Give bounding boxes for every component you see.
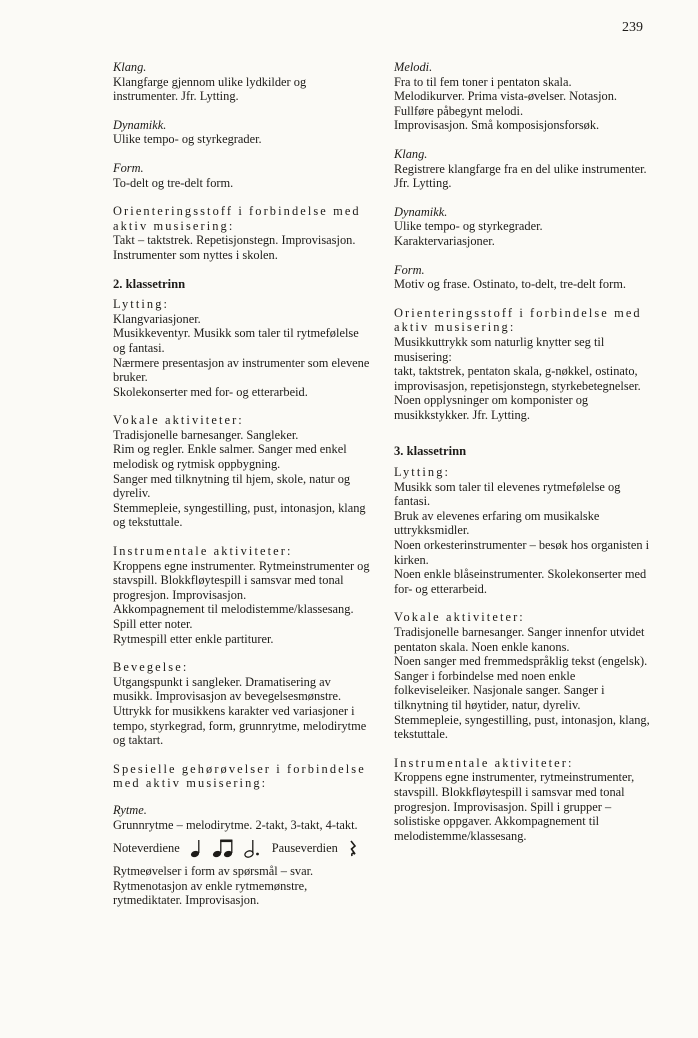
pauseverdien-label: Pauseverdien — [271, 840, 338, 855]
bevegelse-heading: Bevegelse: — [113, 660, 189, 675]
klang-section — [113, 60, 371, 104]
lytting-section — [394, 465, 652, 596]
melodi-line: Fullføre påbegynt melodi. — [394, 103, 524, 118]
vokale-line: Tradisjonelle barnesanger. Sanger innenfor utvidet pentaton skala. Noen enkle kanons. — [394, 625, 645, 654]
melodi-line: Melodikurver. Prima vista-øvelser. Notasjon. — [394, 89, 617, 104]
lytting-line: Skolekonserter med for- og etterarbeid. — [113, 384, 308, 399]
vokale-line: Stemmepleie, syngestilling, pust, intonasjon, klang og tekstuttale. — [113, 500, 366, 530]
grade3-heading: 3. klassetrinn — [394, 444, 467, 459]
vokale-section — [113, 413, 371, 530]
form-section — [394, 263, 652, 292]
dynamikk-heading: Dynamikk. — [394, 204, 448, 219]
quarter-rest-icon — [348, 838, 358, 858]
form-heading: Form. — [113, 160, 144, 175]
klang-section — [394, 147, 652, 191]
dynamikk-text: Ulike tempo- og styrkegrader. — [113, 132, 262, 147]
dynamikk-section — [113, 118, 371, 147]
lytting-heading: Lytting: — [394, 465, 451, 480]
klang-heading: Klang. — [394, 146, 428, 161]
spes-section — [113, 762, 371, 791]
instr-line: Rytmespill etter enkle partiturer. — [113, 631, 274, 646]
orient-line: Musikkuttrykk som naturlig knytter seg til musisering: — [394, 334, 605, 364]
dynamikk-line: Ulike tempo- og styrkegrader. — [394, 219, 543, 234]
vokale-heading: Vokale aktiviteter: — [394, 610, 525, 625]
lytting-line: Musikk som taler til elevenes rytmefølelse og fantasi. — [394, 479, 621, 509]
melodi-line: Improvisasjon. Små komposisjonsforsøk. — [394, 118, 600, 133]
dynamikk-line: Karaktervariasjoner. — [394, 233, 495, 248]
vokale-heading: Vokale aktiviteter: — [113, 413, 244, 428]
melodi-heading: Melodi. — [394, 60, 433, 74]
rytme-section — [113, 803, 371, 908]
note-values-row — [113, 838, 371, 858]
instr-section — [113, 544, 371, 646]
instr-heading: Instrumentale aktiviteter: — [394, 755, 574, 770]
vokale-line: Noen sanger med fremmedspråklig tekst (engelsk). — [394, 654, 648, 669]
rytme-line: Grunnrytme – melodirytme. 2-takt, 3-takt, 4-takt. — [113, 817, 358, 832]
vokale-line: Stemmepleie, syngestilling, pust, intonasjon, klang, tekstuttale. — [394, 712, 650, 742]
lytting-line: Noen orkesterinstrumenter – besøk hos organisten i kirken. — [394, 538, 650, 567]
bevegelse-section — [113, 660, 371, 748]
orient-heading: Orienteringsstoff i forbindelse med aktiv musisering: — [394, 305, 642, 335]
lytting-heading: Lytting: — [113, 297, 170, 312]
klang-heading: Klang. — [113, 60, 147, 74]
bevegelse-line: Utgangspunkt i sangleker. Dramatisering av musikk. Improvisasjon av bevegelsesmønstre. Uttrykk for musikkens karakter ved variasjoner i tempo, styrkegrad, form, grunnrytme, melodirytme og taktart. — [113, 674, 367, 748]
instr-line: Kroppens egne instrumenter, rytmeinstrumenter, stavspill. Blokkfløytespill i samsvar med tonal progresjon. Improvisasjon. Spill i grupper – solistiske oppgaver. Akkompagnement til melodistemme/klassesang. — [394, 770, 635, 843]
orient-heading: Orienteringsstoff i forbindelse med aktiv musisering: — [113, 204, 361, 233]
form-section — [113, 161, 371, 190]
lytting-line: Bruk av elevenes erfaring om musikalske uttrykksmidler. — [394, 508, 600, 538]
vokale-line: Rim og regler. Enkle salmer. Sanger med enkel melodisk og rytmisk oppbygning. — [113, 442, 347, 472]
dotted-half-note-icon — [244, 838, 262, 858]
grade2-heading: 2. klassetrinn — [113, 276, 186, 291]
dynamikk-heading: Dynamikk. — [113, 117, 167, 132]
instr-line: Kroppens egne instrumenter. Rytmeinstrumenter og stavspill. Blokkfløytespill i samsvar med tonal progresjon. Improvisasjon. — [113, 558, 370, 602]
spes-heading: Spesielle gehørøvelser i forbindelse med aktiv musisering: — [113, 761, 366, 791]
orient-line: Instrumenter som nyttes i skolen. — [113, 247, 278, 262]
vokale-section — [394, 610, 652, 741]
instr-section — [394, 756, 652, 844]
rytme-heading: Rytme. — [113, 802, 147, 817]
eighth-notes-pair-icon — [212, 838, 234, 858]
melodi-line: Fra to til fem toner i pentaton skala. — [394, 74, 572, 89]
lytting-line: Nærmere presentasjon av instrumenter som elevene bruker. — [113, 355, 370, 385]
rytme-after-line: Rytmeøvelser i form av spørsmål – svar. — [113, 864, 314, 879]
right-column — [394, 60, 652, 857]
lytting-section — [113, 297, 371, 399]
instr-heading: Instrumentale aktiviteter: — [113, 544, 293, 559]
dynamikk-section — [394, 205, 652, 249]
vokale-line: Sanger med tilknytning til hjem, skole, natur og dyreliv. — [113, 471, 351, 501]
lytting-line: Klangvariasjoner. — [113, 311, 201, 326]
vokale-line: Tradisjonelle barnesanger. Sangleker. — [113, 427, 299, 442]
vokale-line: Sanger i forbindelse med noen enkle folkeviseleiker. Nasjonale sanger. Sanger i tilknytning til høytider, natur, dyreliv. — [394, 668, 605, 712]
orient-line: Noen opplysninger om komponister og musikkstykker. Jfr. Lytting. — [394, 393, 589, 422]
quarter-note-icon — [190, 838, 202, 858]
klang-text: Klangfarge gjennom ulike lydkilder og instrumenter. Jfr. Lytting. — [113, 74, 307, 104]
form-heading: Form. — [394, 262, 425, 277]
form-text: To-delt og tre-delt form. — [113, 175, 234, 190]
klang-text: Registrere klangfarge fra en del ulike instrumenter. Jfr. Lytting. — [394, 161, 647, 191]
lytting-line: Noen enkle blåseinstrumenter. Skolekonserter med for- og etterarbeid. — [394, 567, 647, 596]
orient-line: takt, taktstrek, pentaton skala, g-nøkkel, ostinato, improvisasjon, repetisjonstegn, styrkebetegnelser. — [394, 364, 641, 393]
form-text: Motiv og frase. Ostinato, to-delt, tre-delt form. — [394, 277, 626, 292]
lytting-line: Musikkeventyr. Musikk som taler til rytmefølelse og fantasi. — [113, 326, 359, 355]
melodi-section — [394, 60, 652, 133]
page-number: 239 — [622, 20, 643, 35]
orient-section — [394, 306, 652, 423]
left-column — [113, 60, 371, 922]
rytme-after-line: Rytmenotasjon av enkle rytmemønstre, rytmediktater. Improvisasjon. — [113, 878, 308, 908]
orient-section — [113, 204, 371, 262]
orient-line: Takt – taktstrek. Repetisjonstegn. Improvisasjon. — [113, 233, 356, 248]
noteverdiene-label: Noteverdiene — [113, 840, 180, 855]
instr-line: Akkompagnement til melodistemme/klassesang. Spill etter noter. — [113, 602, 354, 631]
